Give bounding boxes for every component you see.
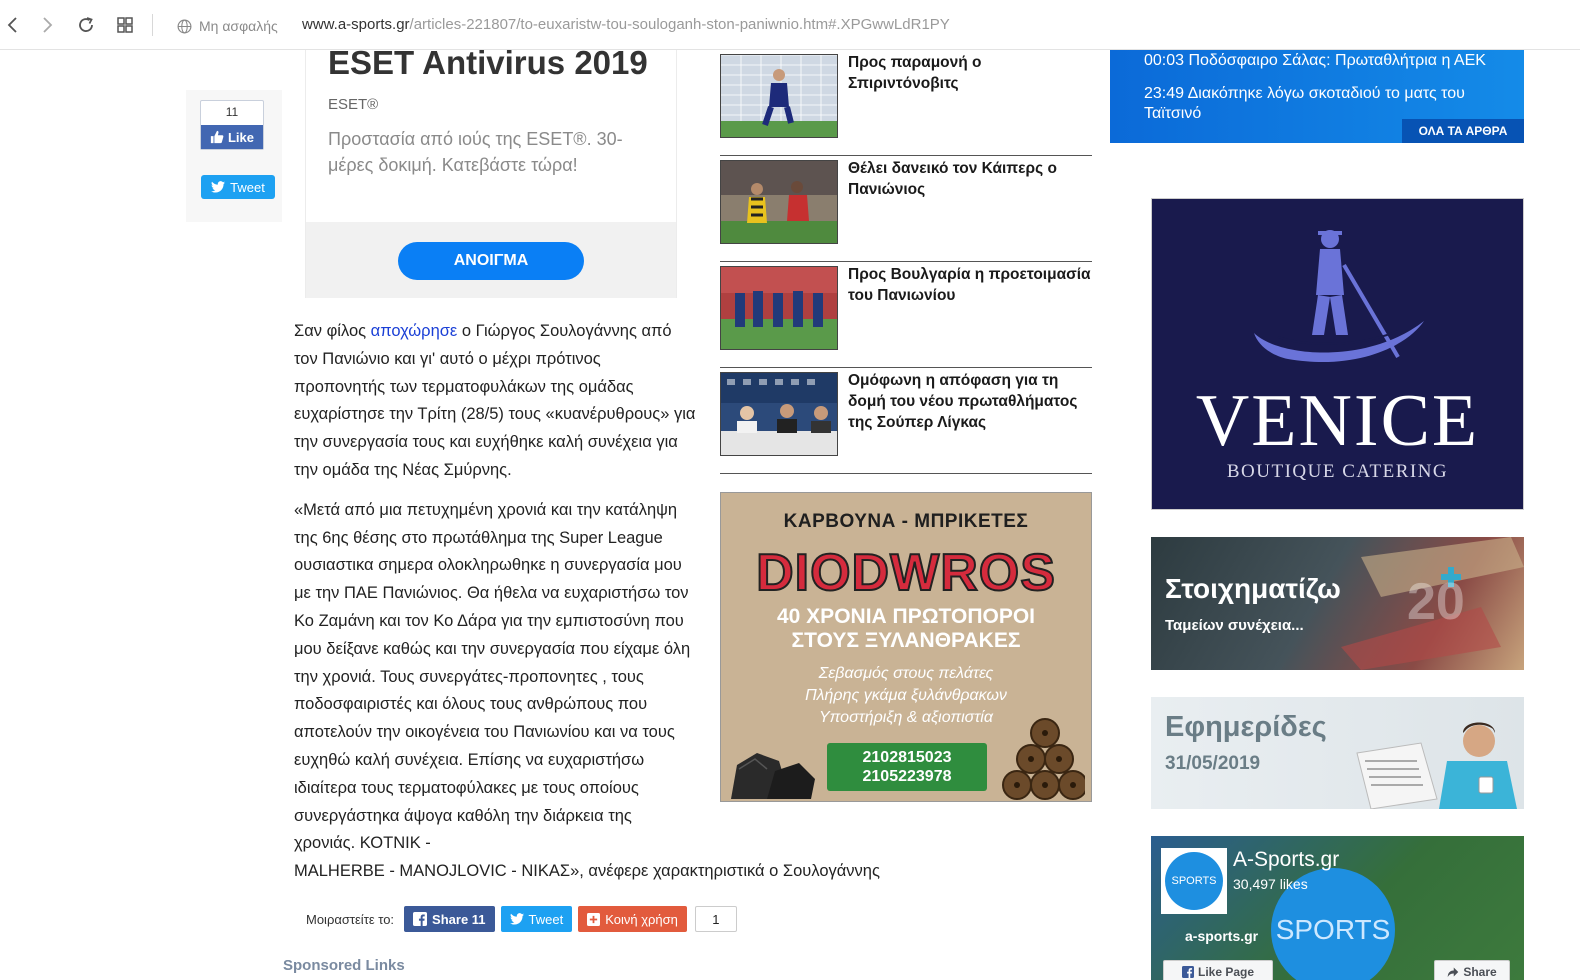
- like-count: 11: [225, 105, 239, 119]
- all-articles-button[interactable]: ΟΛΑ ΤΑ ΑΡΘΡΑ: [1402, 119, 1524, 143]
- reload-icon: [76, 15, 96, 35]
- facebook-page-share-button[interactable]: Share: [1434, 960, 1510, 980]
- facebook-page-tag: a-sports.gr: [1185, 928, 1259, 944]
- like-label: Like: [227, 129, 254, 145]
- grid-icon: [115, 15, 135, 35]
- match-photo-icon: [721, 161, 838, 244]
- ticker-item-overflow: Ταϊτσινό: [1144, 105, 1202, 119]
- gondola-icon: [1248, 225, 1428, 375]
- reading-man-icon: [1351, 703, 1521, 809]
- plus-square-icon: [587, 913, 600, 926]
- thumbs-up-icon: [210, 130, 224, 144]
- tweet-label: Tweet: [230, 179, 265, 195]
- press-conference-photo-icon: [721, 373, 838, 456]
- facebook-page-name[interactable]: A-Sports.gr: [1233, 848, 1340, 871]
- diodwros-ad-top: ΚΑΡΒΟΥΝΑ - ΜΠΡΙΚΕΤΕΣ: [783, 511, 1029, 532]
- news-item[interactable]: [720, 156, 1092, 262]
- url-path: /articles-221807/to-euxaristw-tou-souloganh-ston-paniwnio.htm#.XPGwwLdR1PY: [409, 16, 950, 33]
- diodwros-advert[interactable]: [720, 492, 1092, 802]
- news-item[interactable]: [720, 50, 1092, 156]
- newspapers-banner[interactable]: [1151, 697, 1524, 809]
- facebook-page-likes: 30,497 likes: [1233, 876, 1308, 892]
- facebook-page-widget[interactable]: [1151, 836, 1524, 980]
- sponsored-links-heading: Sponsored Links: [283, 957, 405, 974]
- diodwros-ad-brand: DIODWROS: [756, 544, 1056, 602]
- share-arrow-icon: [1447, 966, 1459, 978]
- diodwros-phone-box: 2102815023 2105223978: [827, 743, 987, 791]
- facebook-like-page-button[interactable]: Like Page: [1163, 960, 1273, 980]
- news-thumbnail[interactable]: [720, 54, 838, 138]
- news-item[interactable]: [720, 368, 1092, 474]
- venice-catering-advert[interactable]: [1151, 198, 1524, 510]
- facebook-share-button[interactable]: Share 11: [404, 906, 495, 932]
- sports-logo: SPORTS: [1165, 852, 1223, 910]
- svg-text:20: 20: [1407, 573, 1465, 631]
- address-bar[interactable]: [302, 16, 950, 33]
- betting-banner[interactable]: [1151, 537, 1524, 670]
- facebook-like-widget[interactable]: [200, 100, 264, 150]
- eset-ad-brand: ESET®: [328, 96, 379, 113]
- diodwros-ad-features: Σεβασμός στους πελάτες Πλήρης γκάμα ξυλάνθρακων Υποστήριξη & αξιοπιστία: [805, 665, 1007, 726]
- back-button[interactable]: [0, 12, 26, 38]
- toolbar-divider: [152, 14, 153, 36]
- newspapers-banner-title: Εφημερίδες: [1165, 711, 1327, 743]
- betting-banner-subtitle: Ταμείων συνέχεια...: [1165, 617, 1304, 634]
- banknote-icon: [1341, 537, 1524, 670]
- news-item[interactable]: [720, 262, 1092, 368]
- facebook-like-button[interactable]: [201, 125, 263, 149]
- share-bar: [306, 906, 737, 932]
- twitter-bird-icon: [211, 181, 225, 193]
- news-title[interactable]: Προς παραμονή ο Σπιριντόνοβιτς: [848, 54, 982, 92]
- twitter-bird-icon: [510, 913, 524, 925]
- share-label: Μοιραστείτε το:: [306, 911, 395, 927]
- tweet-button-sidebar[interactable]: [201, 175, 275, 199]
- news-title[interactable]: Ομόφωνη η απόφαση για τη δομή του νέου πρωταθλήματος της Σούπερ Λίγκας: [848, 372, 1078, 431]
- article-paragraph: «Μετά από μια πετυχημένη χρονιά και την κατάληψη της 6ης θέσης στο πρωτάθλημα της Super League ουσιαστικα σημερα ολοκληρωθηκε η συνεργασία μου με την ΠΑΕ Πανιώνιος. Θα ήθελα να ευχαριστήσω τον Κο Ζαμάνη και τον Κο Δάρα για την εμπιστοσύνη που μου δείξανε καθώς και την συνεργασία που είχαμε όλη την χρονιά. Τους συνεργάτες-προπονητες , τους ποδοσφαιριστές και όλους τους ανθρώπους που αποτελούν την οικογένεια του Πανιωνίου και να τους ευχηθώ καλή συνέχεια. Επίσης να ευχαριστήσω ιδιαίτερα τους τερματοφύλακες με τους οποίους συνεργάστηκα άψογα καθόλη την διάρκεια της χρονιάς. ΚΟΤΝΙΚ - MALHERBE - MANOJLOVIC - ΝΙΚΑΣ», ανέφερε χαρακτηριστικά ο Σουλογάννης: [294, 500, 880, 881]
- facebook-icon: [1182, 966, 1194, 978]
- eset-ad-description: Προστασία από ιούς της ESET®. 30-μέρες δοκιμή. Κατεβάστε τώρα!: [328, 129, 623, 175]
- news-ticker: [1110, 50, 1524, 143]
- venice-ad-wordmark: VENICE: [1195, 380, 1480, 462]
- share-count: 1: [695, 906, 737, 932]
- diodwros-ad-tagline: 40 ΧΡΟΝΙΑ ΠΡΩΤΟΠΟΡΟΙ ΣΤΟΥΣ ΞΥΛΑΝΘΡΑΚΕΣ: [776, 605, 1035, 652]
- venice-ad-subtitle: BOUTIQUE CATERING: [1226, 461, 1449, 482]
- facebook-page-logo[interactable]: [1161, 848, 1227, 914]
- article-paragraph: Σαν φίλος αποχώρησε ο Γιώργος Σουλογάννης από τον Πανιώνιο και γι' αυτό ο μέχρι πρότινος προπονητής των τερματοφυλάκων της ομάδας ευχαρίστησε την Τρίτη (28/5) τους «κυανέρυθρους» για την συνεργασία τους και ευχήθηκε καλή συνέχεια για την ομάδα της Νέας Σμύρνης.: [294, 322, 696, 479]
- article-body: [294, 318, 880, 898]
- news-title[interactable]: Προς Βουλγαρία η προετοιμασία του Πανιωνίου: [848, 266, 1091, 304]
- security-indicator[interactable]: [176, 15, 278, 37]
- training-photo-icon: [721, 267, 838, 350]
- sports-logo-circle: SPORTS: [1271, 868, 1395, 980]
- reload-button[interactable]: [73, 12, 99, 38]
- twitter-share-button[interactable]: Tweet: [501, 906, 573, 932]
- security-label: Μη ασφαλής: [199, 18, 278, 34]
- chevron-left-icon: [3, 15, 23, 35]
- player-photo-icon: [721, 55, 838, 138]
- generic-share-button[interactable]: Κοινή χρήση: [578, 906, 687, 932]
- globe-icon: [176, 18, 193, 35]
- eset-ad-footer: [306, 222, 676, 298]
- newspapers-banner-date: 31/05/2019: [1165, 753, 1261, 774]
- browser-toolbar: [0, 0, 1580, 50]
- article-inline-link[interactable]: αποχώρησε: [370, 322, 458, 340]
- eset-ad-title: ESET Antivirus 2019: [328, 44, 648, 81]
- news-title[interactable]: Θέλει δανεικό τον Κάιπερς ο Πανιώνιος: [848, 160, 1057, 198]
- chevron-right-icon: [37, 15, 57, 35]
- betting-banner-title: Στοιχηματίζω: [1165, 573, 1341, 604]
- url-host: www.a-sports.gr: [302, 16, 410, 33]
- eset-advert[interactable]: [305, 44, 677, 298]
- charcoal-icon: [727, 719, 819, 802]
- eset-open-button[interactable]: ΑΝΟΙΓΜΑ: [398, 242, 584, 280]
- news-thumbnail[interactable]: [720, 266, 838, 350]
- news-thumbnail[interactable]: [720, 160, 838, 244]
- ticker-item[interactable]: 23:49 Διακόπηκε λόγω σκοταδιού το ματς του: [1144, 85, 1465, 102]
- ticker-item[interactable]: 00:03 Ποδόσφαιρο Σάλας: Πρωταθλήτρια η ΑΕΚ: [1144, 52, 1486, 69]
- tabs-grid-button[interactable]: [112, 12, 138, 38]
- news-thumbnail[interactable]: [720, 372, 838, 456]
- facebook-icon: [413, 912, 427, 926]
- forward-button[interactable]: [34, 12, 60, 38]
- briquettes-icon: [997, 703, 1085, 802]
